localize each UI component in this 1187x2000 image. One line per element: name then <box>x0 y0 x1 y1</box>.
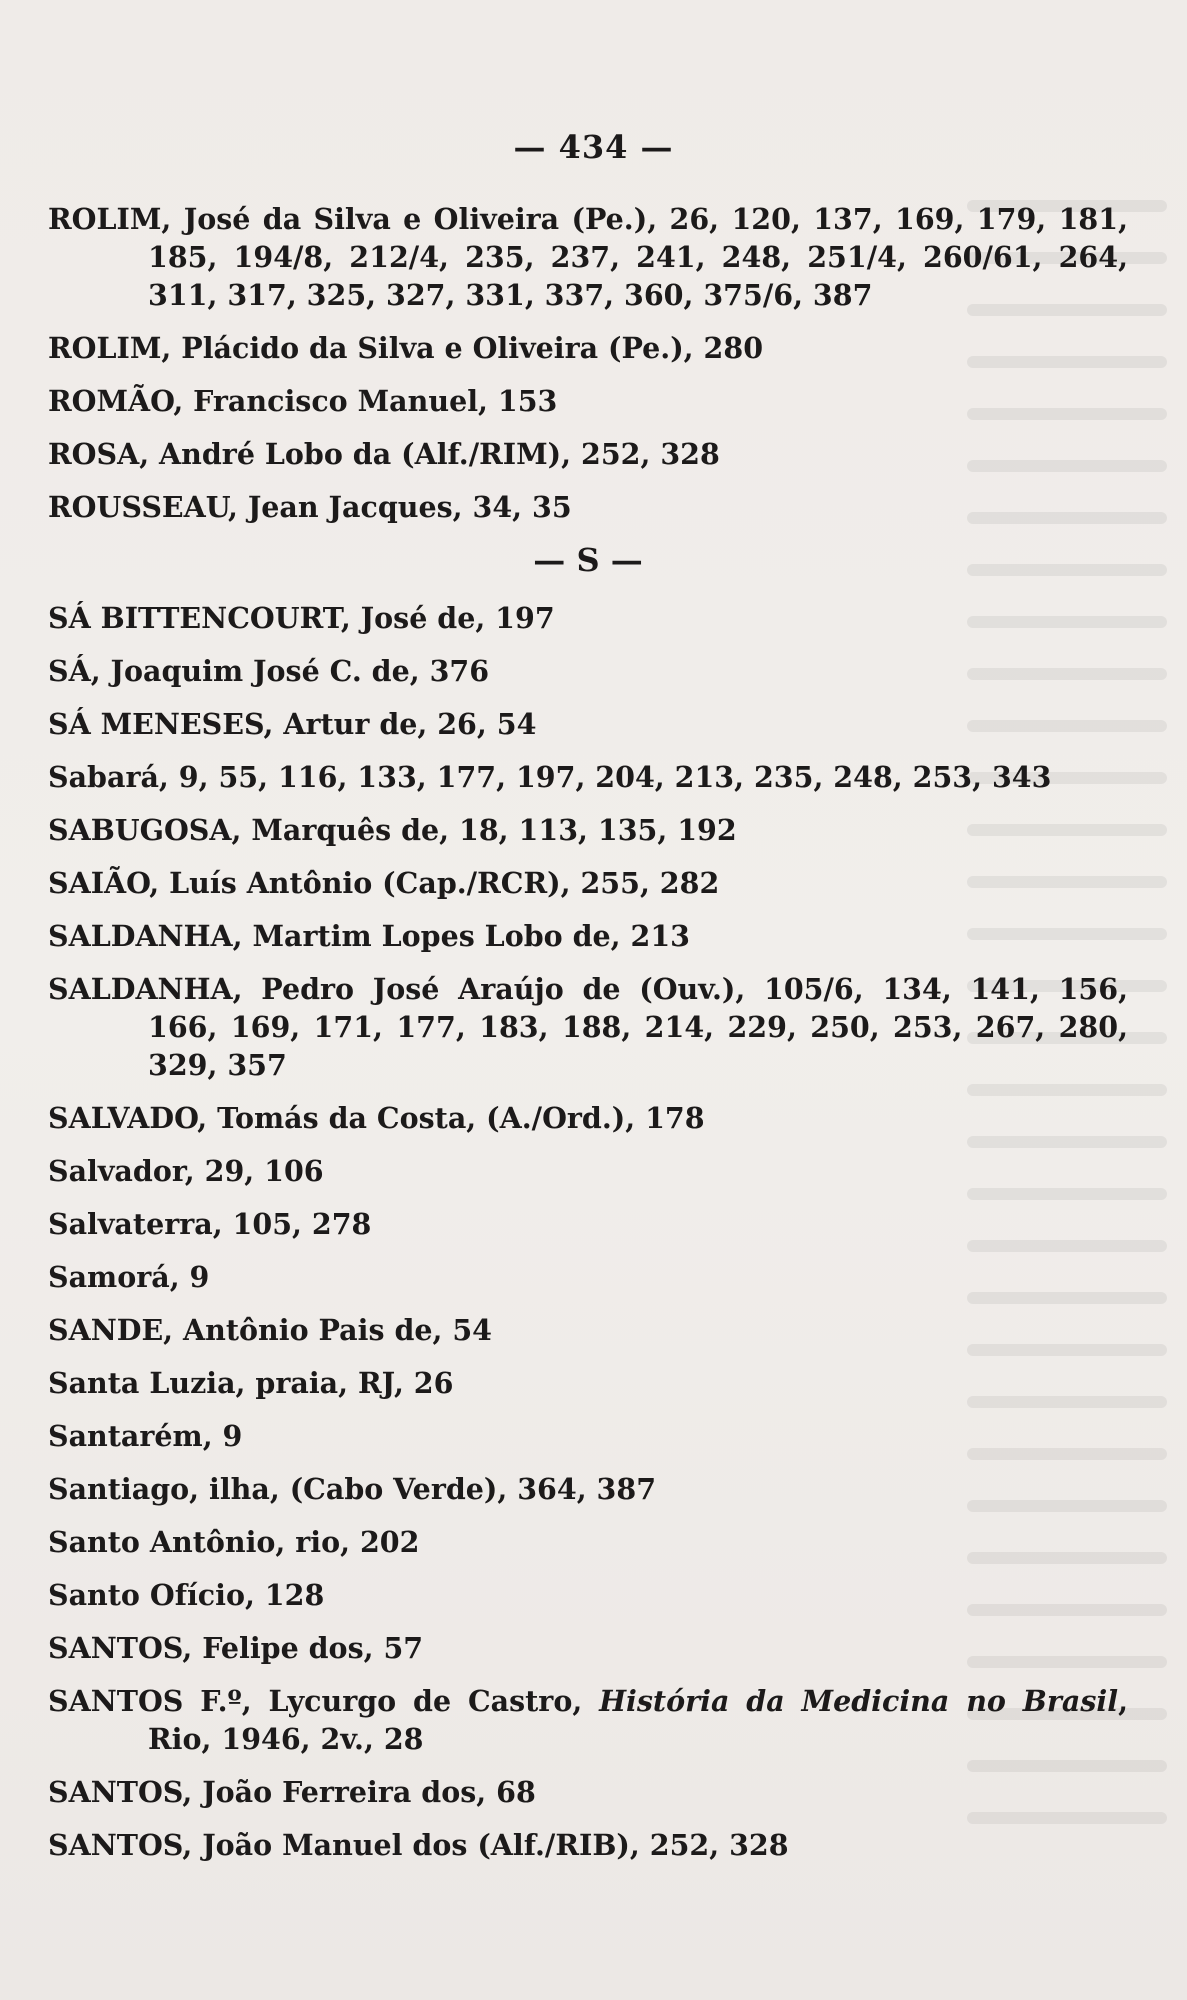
index-entry: SALVADO, Tomás da Costa, (A./Ord.), 178 <box>48 1101 705 1135</box>
index-entry: SANTOS, João Ferreira dos, 68 <box>48 1775 536 1809</box>
index-list <box>48 200 1128 1864</box>
entry-author: SANTOS F.º, Lycurgo de Castro, <box>48 1684 600 1718</box>
index-entry: Santo Antônio, rio, 202 <box>48 1525 420 1559</box>
index-entry: SANTOS, João Manuel dos (Alf./RIB), 252, 328 <box>48 1828 789 1862</box>
index-entry: SANDE, Antônio Pais de, 54 <box>48 1313 493 1347</box>
index-entry: ROLIM, José da Silva e Oliveira (Pe.), 26, 120, 137, 169, 179, 181, 185, 194/8, 212/4, 235, 237, 241, 248, 251/4, 260/61, 264, 311, 317, 325, 327, 331, 337, 360, 375/6, 387 <box>48 202 1128 312</box>
index-entry: Santa Luzia, praia, RJ, 26 <box>48 1366 454 1400</box>
index-entry: Salvador, 29, 106 <box>48 1154 324 1188</box>
index-entry: SAIÃO, Luís Antônio (Cap./RCR), 255, 282 <box>48 866 720 900</box>
index-entry: Sabará, 9, 55, 116, 133, 177, 197, 204, 213, 235, 248, 253, 343 <box>48 760 1052 794</box>
index-entry: SÁ, Joaquim José C. de, 376 <box>48 654 490 688</box>
index-entry: SÁ MENESES, Artur de, 26, 54 <box>48 707 537 741</box>
index-entry: SALDANHA, Pedro José Araújo de (Ouv.), 105/6, 134, 141, 156, 166, 169, 171, 177, 183, 188, 214, 229, 250, 253, 267, 280, 329, 357 <box>48 972 1128 1082</box>
index-entry-with-title <box>48 1682 1128 1758</box>
index-entry: Salvaterra, 105, 278 <box>48 1207 372 1241</box>
index-entry: Samorá, 9 <box>48 1260 210 1294</box>
index-entry: Santiago, ilha, (Cabo Verde), 364, 387 <box>48 1472 657 1506</box>
index-entry: SALDANHA, Martim Lopes Lobo de, 213 <box>48 919 690 953</box>
index-entry: ROMÃO, Francisco Manuel, 153 <box>48 384 558 418</box>
entry-details: , Rio, 1946, 2v., 28 <box>148 1684 1128 1756</box>
page-number: — 434 — <box>513 128 674 166</box>
book-title: História da Medicina no Brasil <box>599 1684 1119 1718</box>
index-entry: ROSA, André Lobo da (Alf./RIM), 252, 328 <box>48 437 720 471</box>
section-heading: — S — <box>533 541 643 579</box>
index-entry: SABUGOSA, Marquês de, 18, 113, 135, 192 <box>48 813 737 847</box>
index-entry: Santarém, 9 <box>48 1419 243 1453</box>
index-entry: SANTOS, Felipe dos, 57 <box>48 1631 424 1665</box>
index-entry: ROLIM, Plácido da Silva e Oliveira (Pe.), 280 <box>48 331 764 365</box>
index-entry: Santo Ofício, 128 <box>48 1578 325 1612</box>
index-entry: SÁ BITTENCOURT, José de, 197 <box>48 601 555 635</box>
index-entry: ROUSSEAU, Jean Jacques, 34, 35 <box>48 490 572 524</box>
